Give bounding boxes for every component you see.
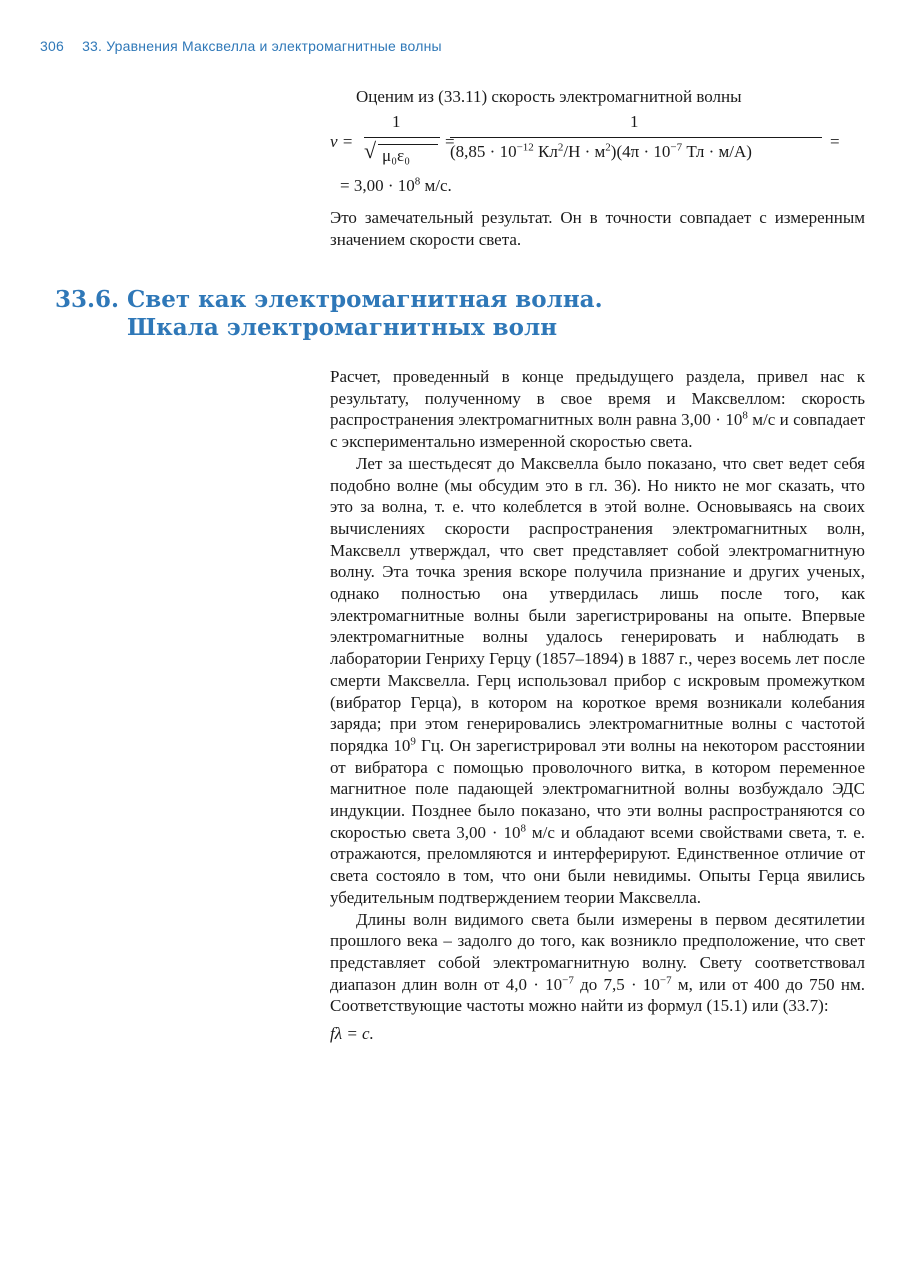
intro-text: Оценим из (33.11) скорость электромагнитной волны xyxy=(356,87,742,106)
formula-lhs: v = xyxy=(330,132,354,151)
speed-formula xyxy=(330,110,870,200)
sqrt-icon: √ xyxy=(364,138,377,163)
remark-text: Это замечательный результат. Он в точности совпадает с измеренным значением скорости света. xyxy=(330,208,865,249)
final-formula: fλ = c. xyxy=(330,1024,374,1044)
paragraph-3: Длины волн видимого света были измерены в первом десятилетии прошлого века – задолго до того, как возникло предположение, что свет представляет собой электромагнитную волну. Свету соответствовал диапазон длин волн от $4,0 \cdot 10^{-7}$ до $7,5 \cdot 10^{-7}$ м, или от 400 до 750 нм. Соответствующие частоты можно найти из формул (15.1) или (33.7): xyxy=(330,909,866,1016)
formula-numerator-2: 1 xyxy=(630,112,639,131)
section-title-line1: Свет как электромагнитная волна. xyxy=(127,286,603,313)
running-head xyxy=(40,38,442,54)
paragraph-2: Лет за шестьдесят до Максвелла было показано, что свет ведет себя подобно волне (мы обсудим это в гл. 36). Но никто не мог сказать, что это за волна, т. е. что колеблется в этой волне. Основываясь на своих вычислениях скорости распространения электромагнитных волн, Максвелл утверждал, что свет представляет собой электромагнитную волну. Эта точка зрения вскоре получила признание и других ученых, однако полностью она утвердилась лишь после того, как электромагнитные волны были зарегистрированы на опыте. Впервые электромагнитные волны удалось генерировать и наблюдать в лаборатории Генриху Герцу (1857–1894) в 1887 г., через восемь лет после смерти Максвелла. Герц использовал прибор с искровым промежутком (вибратор Герца), в котором на короткое время возникали колебания заряда; при этом генерировались электромагнитные волны с частотой порядка $10^9$ Гц. Он зарегистрировал эти волны на некотором расстоянии от вибратора с помощью проволочного витка, в котором переменное магнитное поле падающей электромагнитной волны возбуждало ЭДС индукции. Позднее было показано, что эти волны распространяются со скоростью света $3,00 \cdot 10^8$ м/с и обладают всеми свойствами света, т. е. отражаются, преломляются и интерферируют. Единственное отличие от света состояло в том, что они были невидимы. Опыты Герца явились убедительным подтверждением теории Максвелла. xyxy=(330,453,865,907)
body-text xyxy=(330,366,865,1045)
sqrt-bar xyxy=(378,144,438,145)
section-heading xyxy=(55,286,603,342)
section-number: 33.6. xyxy=(55,286,120,313)
intro-paragraph xyxy=(330,86,865,108)
formula-eq-1: = xyxy=(445,132,455,151)
formula-result: = $3,00 \cdot 10^8$ м/с. xyxy=(340,175,452,195)
section-title-line2: Шкала электромагнитных волн xyxy=(127,314,558,341)
paragraph-1: Расчет, проведенный в конце предыдущего раздела, привел нас к результату, полученному в свое время и Максвеллом: скорость распространения электромагнитных волн равна $3,00 \cdot 10^8$ м/с и совпадает с экспериментально измеренной скоростью света. xyxy=(330,367,865,452)
remark-paragraph xyxy=(330,207,865,250)
page-number: 306 xyxy=(40,38,64,54)
formula-numerator-1: 1 xyxy=(392,112,401,131)
formula-denominator-2: ($8,85 \cdot 10^{-12}$ $Кл^2/Н \cdot м^2)(4\pi \cdot 10^{-7}$ Тл · м/А) xyxy=(450,141,752,161)
formula-eq-2: = xyxy=(830,132,840,151)
chapter-title: 33. Уравнения Максвелла и электромагнитные волны xyxy=(82,38,442,54)
formula-denominator-1: μ₀ε₀ xyxy=(382,146,411,165)
fraction-bar-2 xyxy=(450,137,822,138)
